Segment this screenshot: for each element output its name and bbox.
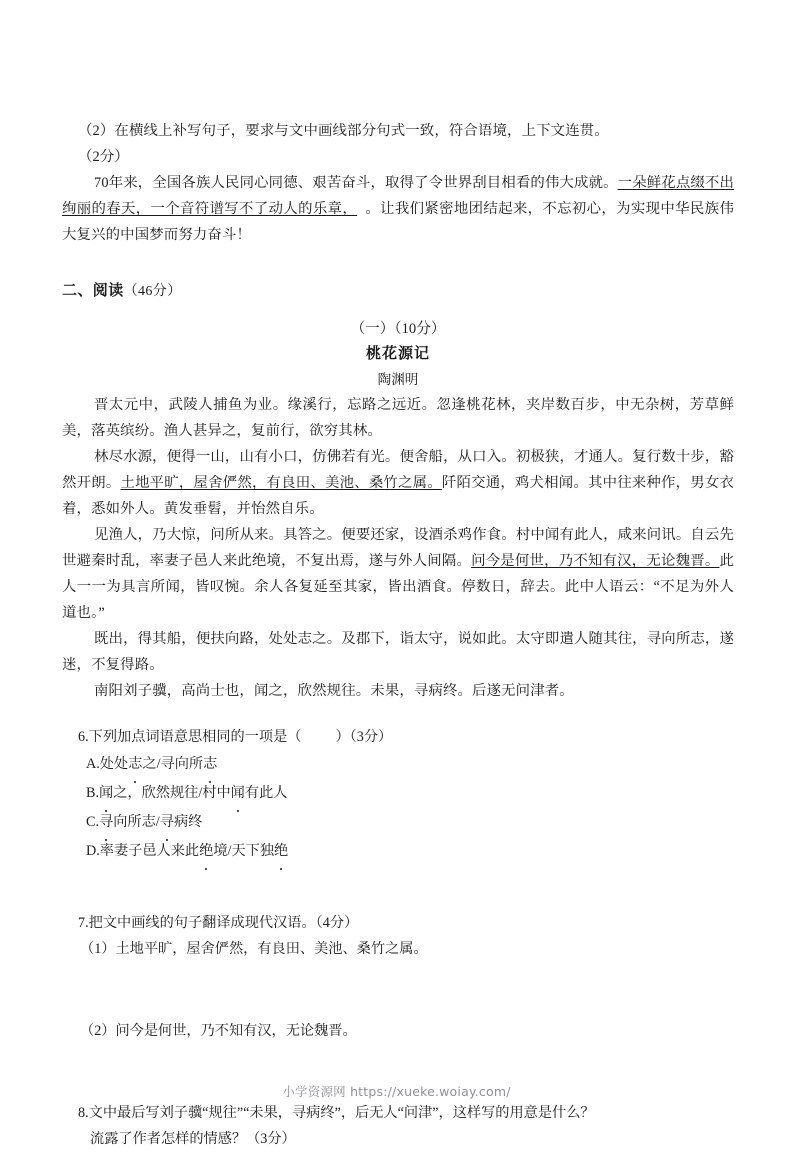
question-6-stem (62, 724, 734, 750)
question-6-stem-tail: ）（3分） (335, 729, 393, 745)
section-heading (62, 278, 734, 305)
option-text (99, 785, 287, 801)
spacer (62, 704, 734, 724)
question-7-number: 7. (78, 915, 89, 931)
option-text (100, 756, 218, 772)
body-text-underlined: 一朵鲜花点缀不出绚丽的春天，一个音符谱写不了动人的乐章， (62, 175, 734, 217)
emphasis-dot-char: 寻 (160, 808, 174, 837)
question-6-option-a[interactable] (62, 750, 734, 779)
body-text-part2: 。让我们紧密地团结起来，不忘初心，为实现中华民族伟大复兴的中国梦而努力奋斗！ (62, 201, 734, 243)
option-letter: B. (86, 785, 100, 801)
paragraph-text-before: 林尽水源，便得一山，山有小口，仿佛若有光。便舍船，从口入。初极狭，才通人。复行数十步，豁然开朗。 (62, 449, 734, 491)
question-1-2-prompt: （2）在横线上补写句子，要求与文中画线部分句式一致，符合语境，上下文连贯。 (78, 123, 609, 139)
option-text (99, 814, 202, 830)
passage-title: 桃花源记 (365, 346, 430, 362)
question-6-number: 6. (78, 729, 89, 745)
option-letter: C. (86, 814, 100, 830)
emphasis-dot-char: 闻 (231, 779, 245, 808)
option-text-segment: 病终 (173, 814, 203, 830)
watermark-site-name: 小学资源网 (282, 1085, 346, 1099)
emphasis-dot-char: 寻 (99, 808, 113, 837)
question-6-option-c[interactable] (62, 808, 734, 837)
body-text-part1: 70年来，全国各族人民同心同德、艰苦奋斗，取得了令世界刮目相看的伟大成就。 (94, 175, 618, 191)
question-7-stem-text: 把文中画线的句子翻译成现代汉语。（4分） (88, 915, 359, 931)
underlined-sentence-1: 土地平旷，屋舍俨然，有良田、美池、桑竹之属。 (120, 475, 442, 491)
question-6-option-d[interactable] (62, 837, 734, 866)
option-text-segment: 有此人 (244, 785, 288, 801)
underlined-sentence-2: 问今是何世，乃不知有汉，无论魏晋。 (471, 553, 720, 569)
spacer (62, 305, 734, 317)
passage-paragraph (62, 444, 734, 522)
question-7-sub-1: （1）土地平旷，屋舍俨然，有良田、美池、桑竹之属。 (80, 941, 428, 957)
option-text-segment: 之，欣然规往/村中 (113, 785, 231, 801)
option-text-segment: 向所志/ (113, 814, 160, 830)
option-text (100, 843, 288, 859)
question-8-stem-text: 文中最后写刘子骥“规往”“未果，寻病终”，后无人“问津”，这样写的用意是什么？ (88, 1105, 595, 1121)
passage-paragraph: 南阳刘子骥，高尚士也，闻之，欣然规往。未果，寻病终。后遂无问津者。 (94, 683, 574, 699)
question-6-stem-text: 下列加点词语意思相同的一项是（ (88, 729, 302, 745)
answer-space[interactable] (62, 962, 734, 1018)
question-8-stem-line-2: 流露了作者怎样的情感？（3分） (90, 1131, 296, 1147)
passage-author: 陶渊明 (377, 372, 419, 387)
question-7-stem (62, 910, 734, 936)
question-7-sub-2: （2）问今是何世，乃不知有汉，无论魏晋。 (80, 1023, 357, 1039)
emphasis-dot-char: 志 (203, 750, 217, 779)
emphasis-dot-char: 绝 (274, 837, 288, 866)
question-1-2-score: （2分） (78, 149, 129, 165)
option-text-segment: 之/寻向所 (142, 756, 204, 772)
section-heading-score: （46分） (123, 284, 182, 299)
option-letter: D. (86, 843, 100, 859)
option-text-segment: 处处 (99, 756, 129, 772)
emphasis-dot-char: 志 (128, 750, 142, 779)
option-text-segment: 境/天下独 (213, 843, 275, 859)
page-content (62, 118, 734, 1152)
section-heading-label: 二、阅读 (62, 283, 124, 299)
question-8-stem-line-1 (62, 1100, 734, 1126)
emphasis-dot-char: 闻 (99, 779, 113, 808)
paragraph-text-before: 见渔人，乃大惊，问所从来。具答之。便要还家，设酒杀鸡作食。村中闻有此人，咸来问讯。自云先世避秦时乱，率妻子邑人来此绝境，不复出焉，遂与外人间隔。 (62, 527, 734, 569)
passage-paragraph: 晋太元中，武陵人捕鱼为业。缘溪行，忘路之远近。忽逢桃花林，夹岸数百步，中无杂树，芳草鲜美，落英缤纷。渔人甚异之，复前行，欲穷其林。 (62, 397, 734, 439)
watermark-url: https://xueke.woiay.com/ (350, 1084, 511, 1099)
paragraph-text-after: 阡陌交通，鸡犬相闻。其中往来种作，男女衣着，悉如外人。黄发垂髫，并怡然自乐。 (62, 475, 734, 517)
emphasis-dot-char: 绝 (199, 837, 213, 866)
spacer (62, 866, 734, 910)
paragraph-text-after: 此人一一为具言所闻，皆叹惋。余人各复延至其家，皆出酒食。停数日，辞去。此中人语云：“不足为外人道也。” (62, 553, 734, 621)
passage-paragraph: 既出，得其船，便扶向路，处处志之。及郡下，诣太守，说如此。太守即遣人随其往，寻向所志，遂迷，不复得路。 (62, 631, 734, 673)
question-8-number: 8. (78, 1105, 89, 1121)
spacer (62, 248, 734, 278)
footer-watermark (0, 1082, 793, 1100)
question-6-option-b[interactable] (62, 779, 734, 808)
option-text-segment: 率妻子邑人来此 (99, 843, 200, 859)
question-1-2-body (62, 170, 734, 248)
passage-group-label: （一）（10分） (350, 321, 446, 337)
passage-paragraph (62, 522, 734, 626)
option-letter: A. (86, 756, 100, 772)
